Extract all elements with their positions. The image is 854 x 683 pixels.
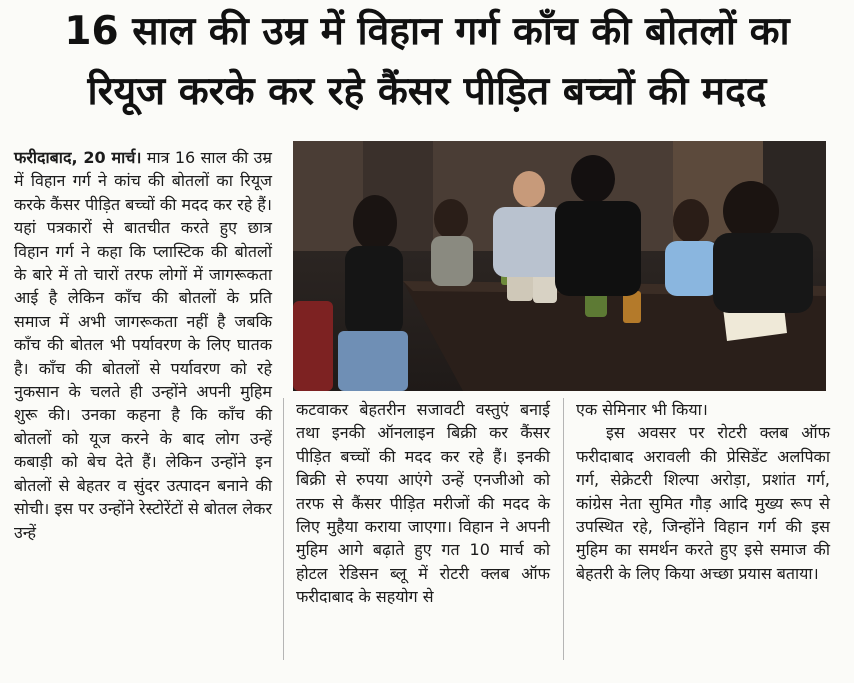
article-column-2 (296, 398, 550, 609)
column-divider-1 (283, 398, 284, 660)
column-2-text: कटवाकर बेहतरीन सजावटी वस्तुएं बनाई तथा इनकी ऑनलाइन बिक्री कर कैंसर पीड़ित बच्चों की मदद कर रहे हैं। इनकी बिक्री से रुपया आएंगे उन्हें एनजीओ को तरफ से कैंसर पीड़ित मरीजों की मदद के लिए मुहैया कराया जाएगा। विहान ने अपनी मुहिम आगे बढ़ाते हुए गत 10 मार्च को होटल रेडिसन ब्लू में रोटरी क्लब ऑफ फरीदाबाद के सहयोग से (296, 400, 550, 607)
photo-person-jeans (338, 331, 408, 391)
photo-person-hair (434, 199, 468, 239)
column-divider-2 (563, 398, 564, 660)
photo-jar (533, 273, 557, 303)
article-column-3 (576, 398, 830, 585)
photo-person (493, 207, 565, 277)
dateline: फरीदाबाद, 20 मार्च। (14, 148, 142, 167)
photo-person (345, 246, 403, 336)
page-bottom-edge (0, 672, 854, 683)
photo-person (713, 233, 813, 313)
event-photo (293, 141, 826, 391)
photo-person-hair (353, 195, 397, 251)
photo-person-hair (723, 181, 779, 241)
photo-person (431, 236, 473, 286)
headline (8, 2, 846, 126)
photo-person-face (513, 171, 545, 207)
column-1-text: मात्र 16 साल की उम्र में विहान गर्ग ने कांच की बोतलों का रियूज करके कैंसर पीड़ित बच्चों की मदद कर रहे हैं। यहां पत्रकारों से बातचीत करते हुए छात्र विहान गर्ग ने कहा कि प्लास्टिक की बोतलों के बारे में तो चारों तरफ लोगों में जागरूकता आई है लेकिन काँच की बोतलों के प्रति समाज में अभी जागरूकता नहीं है जबकि काँच की बोतल भी पर्यावरण के लिए घातक है। काँच की बोतलों से पर्यावरण को रहे नुकसान के चलते ही उन्होंने अपनी मुहिम शुरू की। उनका कहना है कि काँच की बोतलों को यूज करने के बाद लोग उन्हें कबाड़ी को बेच देते हैं। लेकिन उन्होंने इन बोतलों से बेहतर व सुंदर उत्पादन बनाने की सोची। इस पर उन्होंने रेस्टोरेंटों से बोतल लेकर उन्हें (14, 148, 272, 542)
photo-person-hair (673, 199, 709, 243)
photo-person-hair (571, 155, 615, 203)
column-3-para-1: एक सेमिनार भी किया। (576, 400, 708, 419)
headline-line-1: 16 साल की उम्र में विहान गर्ग काँच की बोतलों का (64, 9, 790, 54)
photo-person (555, 201, 641, 296)
photo-chair (293, 301, 333, 391)
headline-line-2: रियूज करके कर रहे कैंसर पीड़ित बच्चों की मदद (87, 69, 767, 114)
photo-person (665, 241, 719, 296)
column-3-para-2: इस अवसर पर रोटरी क्लब ऑफ फरीदाबाद अरावली की प्रेसिडेंट अलपिका गर्ग, सेक्रेटरी शिल्पा अरोड़ा, प्रशांत गर्ग, कांग्रेस नेता सुमित गौड़ आदि मुख्य रूप से उपस्थित रहे, जिन्होंने विहान गर्ग की इस मुहिम का समर्थन करते हुए इसे समाज की बेहतरी के लिए किया अच्छा प्रयास बताया। (576, 423, 830, 583)
photo-scene (293, 141, 826, 391)
article-column-1 (14, 146, 272, 544)
